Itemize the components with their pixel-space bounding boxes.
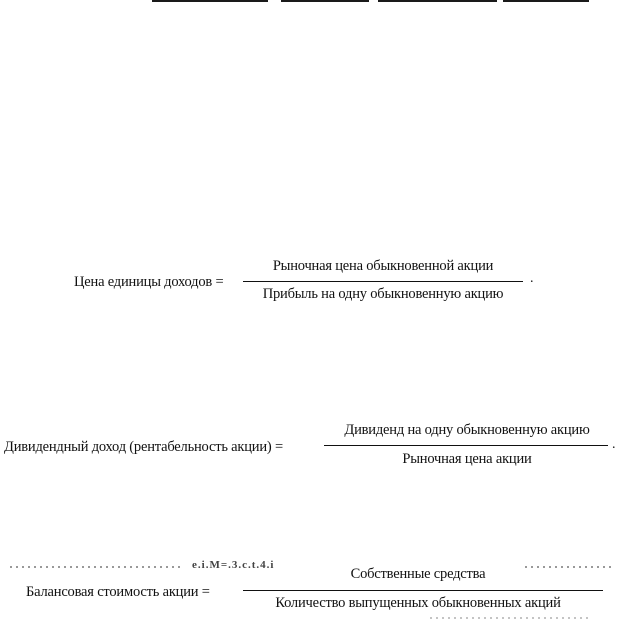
table-border-segment [152,0,268,2]
scan-artifact: e.i.M=.3.c.t.4.i [192,559,275,571]
table-border-segment [378,0,497,2]
formula-tail: . [612,437,616,452]
table-border-segment [503,0,589,2]
formula-lhs: Балансовая стоимость акции = [26,584,210,600]
formula-denominator: Прибыль на одну обыкновенную акцию [262,286,504,302]
formula-denominator: Рыночная цена акции [402,451,532,467]
scan-noise-line [10,566,180,568]
table-border-segment [281,0,369,2]
fraction-bar [243,281,523,282]
fraction-bar [324,445,608,446]
formula-numerator: Дивиденд на одну обыкновенную акцию [344,422,590,438]
formula-denominator: Количество выпущенных обыкновенных акций [275,595,561,611]
formula-tail: . [530,271,534,286]
formula-lhs: Цена единицы доходов = [74,274,224,290]
formula-numerator: Собственные средства [350,566,486,582]
formula-numerator: Рыночная цена обыкновенной акции [272,258,494,274]
scan-noise-line [430,617,590,619]
formula-lhs: Дивидендный доход (рентабельность акции) = [4,439,283,455]
fraction-bar [243,590,603,591]
